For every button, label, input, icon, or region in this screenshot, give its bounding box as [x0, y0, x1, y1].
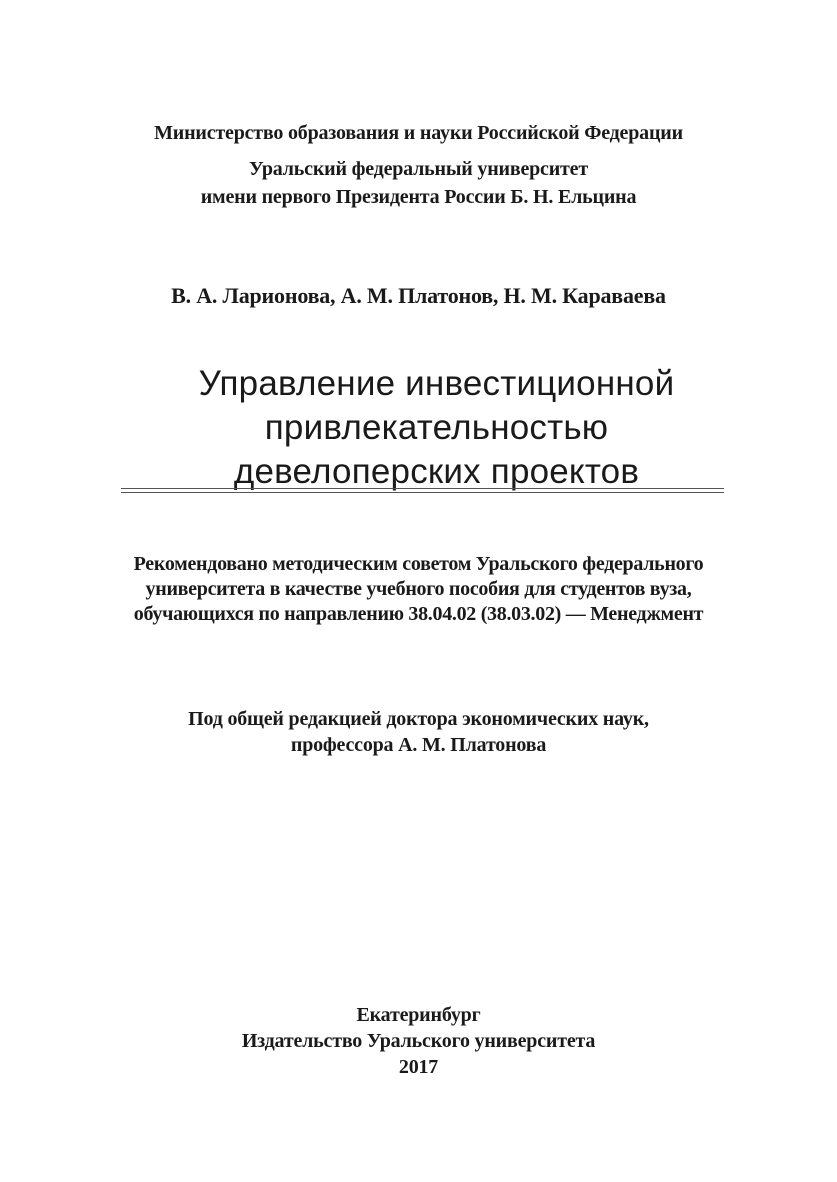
- university-name: [0, 155, 837, 211]
- university-line-1: Уральский федеральный университет: [249, 158, 588, 180]
- editor-line-1: Под общей редакцией доктора экономических наук,: [188, 708, 649, 730]
- imprint: [0, 1002, 837, 1080]
- book-title-line-2: привлекательностью: [264, 408, 609, 447]
- recommendation-line-2-start: университета в качестве: [145, 578, 367, 600]
- editor-note: [0, 706, 837, 758]
- recommendation-line-3: обучающихся по направлению 38.04.02 (38.03.02) — Менеджмент: [133, 603, 704, 625]
- authors-line: В. А. Ларионова, А. М. Платонов, Н. М. Караваева: [171, 283, 666, 308]
- imprint-city: Екатеринбург: [356, 1004, 481, 1026]
- imprint-year: 2017: [398, 1056, 439, 1078]
- ministry-line: Министерство образования и науки Российской Федерации: [154, 122, 683, 144]
- recommendation-line-2: [0, 577, 837, 602]
- university-line-2: имени первого Президента России Б. Н. Ельцина: [200, 186, 637, 208]
- imprint-publisher: Издательство Уральского университета: [241, 1030, 596, 1052]
- book-title-line-1: Управление инвестиционной: [198, 364, 675, 403]
- editor-line-2: профессора А. М. Платонова: [290, 734, 547, 756]
- recommendation-line-1: Рекомендовано методическим советом Уральского федерального: [133, 553, 704, 575]
- recommendation: [0, 552, 837, 627]
- book-title: [18, 362, 837, 494]
- recommendation-emphasis: учебного пособия: [366, 578, 520, 600]
- ministry-name: [0, 119, 837, 147]
- book-title-line-3: девелоперских проектов: [233, 452, 640, 491]
- recommendation-line-2-end: для студентов вуза,: [519, 578, 692, 600]
- authors: [0, 281, 837, 311]
- title-divider: [121, 488, 724, 493]
